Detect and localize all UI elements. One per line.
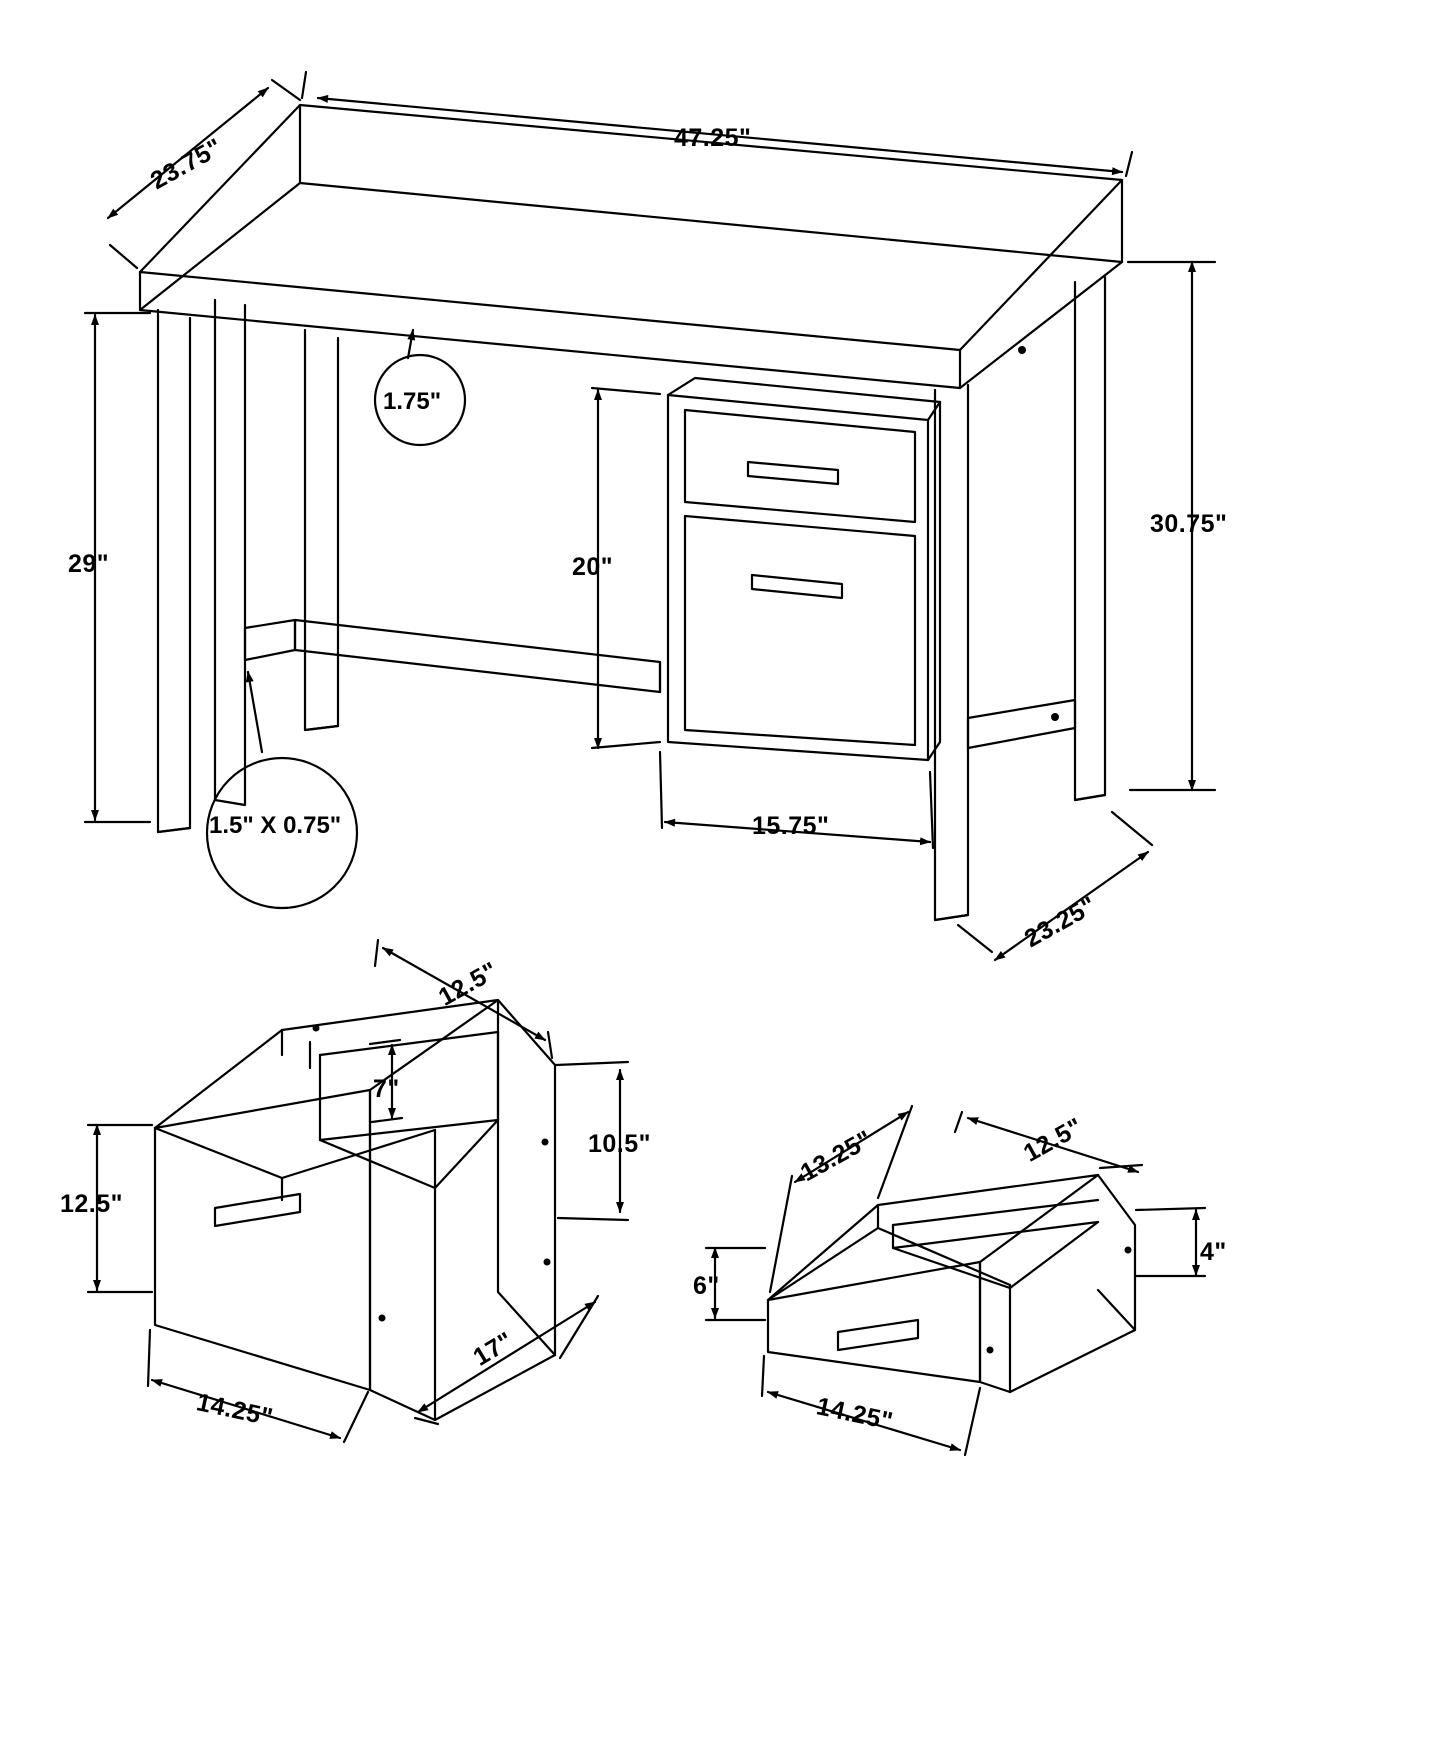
desk-top (140, 105, 1122, 388)
dim-label-small-inner-width: 12.5" (1018, 1112, 1088, 1168)
dim-label-large-front-height: 12.5" (60, 1190, 124, 1218)
drawer-handle-top (748, 462, 838, 484)
screw-dot (1051, 713, 1059, 721)
dim-label-frame-profile: 1.5" X 0.75" (209, 812, 342, 839)
dim-label-large-inner-width: 12.5" (433, 956, 503, 1012)
stretcher-right (968, 700, 1075, 748)
dim-label-top-thickness: 1.75" (383, 388, 442, 415)
small-drawer-view (768, 1175, 1135, 1392)
dim-label-small-side-height: 4" (1200, 1238, 1227, 1266)
leg-rear-right (1075, 277, 1105, 800)
dim-label-large-divider-height: 7" (373, 1075, 400, 1103)
leg-rear-left (215, 300, 245, 805)
leg-mid-left (305, 330, 338, 730)
drawer-handle-bottom (752, 575, 842, 598)
drawer-unit (668, 378, 940, 760)
leg-front-left (158, 310, 190, 832)
dim-label-drawer-stack-height: 20" (572, 553, 614, 581)
dim-label-height-overall: 30.75" (1150, 510, 1228, 538)
dim-label-height-legs: 29" (68, 550, 110, 578)
dim-label-large-inner-height: 10.5" (588, 1130, 652, 1158)
dim-label-base-depth: 23.25" (1019, 891, 1102, 954)
dim-label-large-depth: 17" (468, 1326, 519, 1372)
dim-label-large-front-width: 14.25" (194, 1388, 276, 1432)
drawer-face-bottom (685, 516, 915, 745)
dim-label-small-depth: 13.25" (795, 1125, 878, 1188)
dim-label-width-top: 47.25" (674, 124, 752, 152)
dim-label-depth-top: 23.75" (145, 133, 228, 196)
dim-label-small-front-height: 6" (693, 1272, 720, 1300)
screw-dot (1018, 346, 1026, 354)
dim-label-drawer-unit-width: 15.75" (752, 812, 830, 840)
dim-label-small-front-width: 14.25" (814, 1392, 896, 1436)
